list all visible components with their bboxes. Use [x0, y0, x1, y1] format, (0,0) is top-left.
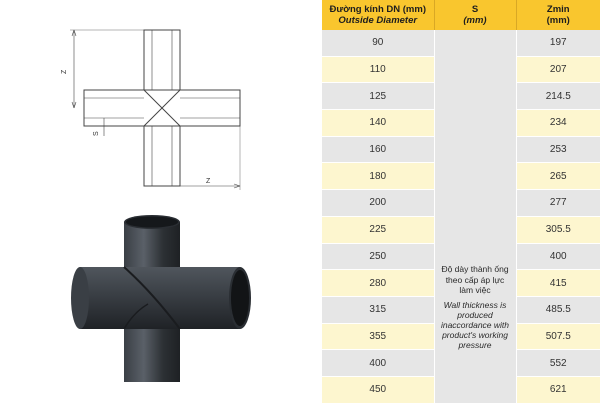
zmin-cell: 400: [516, 243, 600, 270]
dn-cell: 180: [322, 163, 434, 190]
zmin-cell: 485.5: [516, 296, 600, 323]
zmin-cell: 207: [516, 56, 600, 83]
dn-cell: 315: [322, 296, 434, 323]
dn-cell: 110: [322, 56, 434, 83]
dn-cell: 280: [322, 270, 434, 297]
header-zmin: [516, 0, 600, 30]
zmin-cell: 234: [516, 110, 600, 137]
wall-thickness-note: [434, 30, 516, 403]
zmin-cell: 415: [516, 270, 600, 297]
dn-cell: 160: [322, 136, 434, 163]
zmin-cell: 507.5: [516, 323, 600, 350]
header-s-title: S: [435, 4, 516, 15]
zmin-cell: 265: [516, 163, 600, 190]
zmin-cell: 552: [516, 350, 600, 377]
zmin-cell: 305.5: [516, 216, 600, 243]
dn-cell: 90: [322, 30, 434, 56]
header-z-title: Zmin: [517, 4, 600, 15]
dn-cell: 250: [322, 243, 434, 270]
wall-thickness-note-en: Wall thickness is produced inaccordance with product's working pressure: [435, 296, 516, 350]
dimension-s-label: S: [93, 131, 100, 136]
header-dn-vi: Đường kính DN (mm): [322, 4, 434, 15]
dn-cell: 200: [322, 190, 434, 217]
dimension-z-vertical-label: Z: [61, 69, 68, 74]
cross-fitting-drawing: [60, 12, 250, 197]
dn-cell: 400: [322, 350, 434, 377]
dn-cell: 140: [322, 110, 434, 137]
zmin-cell: 621: [516, 376, 600, 403]
header-s: [434, 0, 516, 30]
header-s-unit: (mm): [463, 15, 486, 26]
table-row: [322, 30, 600, 56]
dimension-table: [322, 0, 600, 404]
wall-thickness-note-vi: Độ dày thành ống theo cấp áp lực làm việc: [435, 264, 516, 296]
header-z-unit: (mm): [517, 15, 600, 26]
header-dn-en: Outside Diameter: [338, 15, 417, 26]
dn-cell: 355: [322, 323, 434, 350]
dn-cell: 450: [322, 376, 434, 403]
zmin-cell: 277: [516, 190, 600, 217]
cross-fitting-photo: [62, 212, 262, 387]
dn-cell: 125: [322, 83, 434, 110]
dn-cell: 225: [322, 216, 434, 243]
header-outside-diameter: [322, 0, 434, 30]
table-header-row: [322, 0, 600, 30]
zmin-cell: 253: [516, 136, 600, 163]
dimension-z-horizontal-label: Z: [206, 178, 211, 185]
zmin-cell: 197: [516, 30, 600, 56]
zmin-cell: 214.5: [516, 83, 600, 110]
